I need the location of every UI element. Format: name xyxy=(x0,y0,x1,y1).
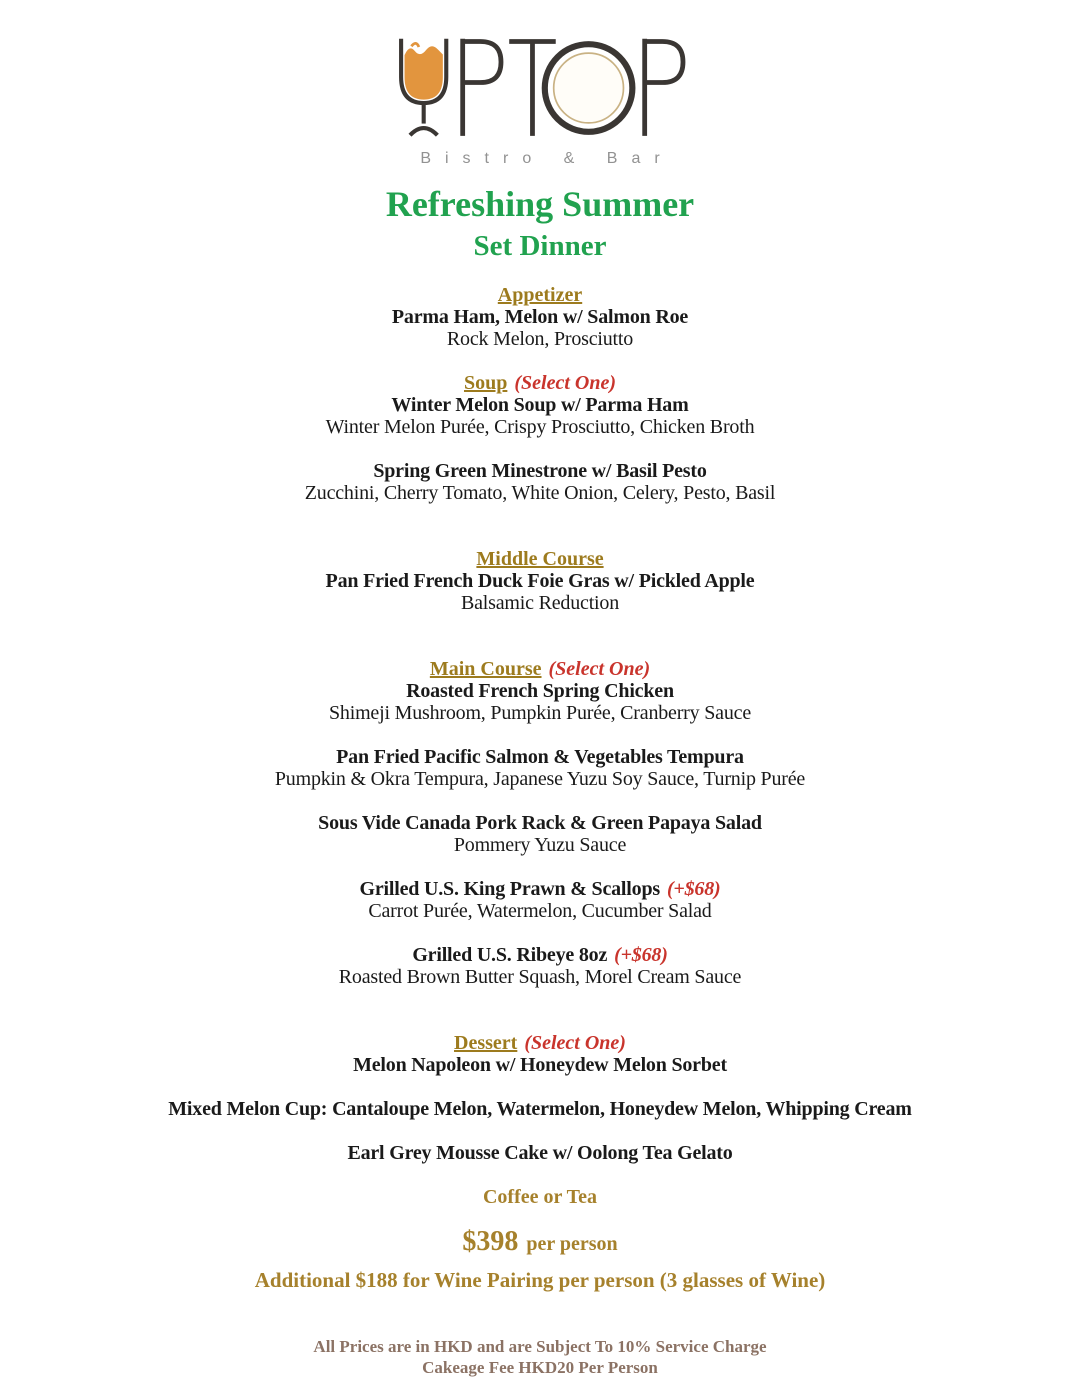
menu-item xyxy=(0,306,1080,350)
dish-description: Zucchini, Cherry Tomato, White Onion, Celery, Pesto, Basil xyxy=(304,482,776,504)
uptop-logo-icon xyxy=(391,36,689,140)
section-soup xyxy=(0,372,1080,504)
footer-line-2: Cakeage Fee HKD20 Per Person xyxy=(422,1358,658,1377)
menu-item xyxy=(0,878,1080,922)
menu-item xyxy=(0,394,1080,438)
section-title: Appetizer xyxy=(497,284,583,306)
dish-name: Spring Green Minestrone w/ Basil Pesto xyxy=(373,460,707,482)
section-title: Middle Course xyxy=(476,548,604,570)
footer-notes xyxy=(0,1336,1080,1378)
plate-icon xyxy=(545,44,633,132)
menu-item xyxy=(0,812,1080,856)
section-header xyxy=(0,658,1080,680)
menu-subtitle: Set Dinner xyxy=(473,230,607,262)
dish-name: Parma Ham, Melon w/ Salmon Roe xyxy=(391,306,689,328)
dish-name xyxy=(0,878,1080,900)
dish-description: Pommery Yuzu Sauce xyxy=(453,834,627,856)
logo-tagline: Bistro & Bar xyxy=(420,150,674,167)
menu-item xyxy=(0,1054,1080,1076)
section-appetizer xyxy=(0,284,1080,350)
select-one-note: (Select One) xyxy=(514,372,616,394)
surcharge-note: (+$68) xyxy=(614,944,668,966)
section-middle-course xyxy=(0,548,1080,614)
letter-p xyxy=(463,39,501,136)
dish-description: Balsamic Reduction xyxy=(460,592,620,614)
dish-description: Winter Melon Purée, Crispy Prosciutto, Chicken Broth xyxy=(325,416,755,438)
dish-description: Shimeji Mushroom, Pumpkin Purée, Cranberry Sauce xyxy=(328,702,751,724)
beverage-line: Coffee or Tea xyxy=(482,1186,598,1208)
price-line xyxy=(0,1226,1080,1262)
price-suffix: per person xyxy=(526,1233,618,1255)
dish-name-text: Grilled U.S. Ribeye 8oz xyxy=(412,944,608,966)
dish-name: Pan Fried French Duck Foie Gras w/ Pickled Apple xyxy=(325,570,755,592)
section-title: Soup xyxy=(463,372,508,394)
section-title: Dessert xyxy=(454,1032,518,1054)
section-title: Main Course xyxy=(429,658,542,680)
menu-item xyxy=(0,680,1080,724)
dish-name: Roasted French Spring Chicken xyxy=(406,680,674,702)
select-one-note: (Select One) xyxy=(524,1032,626,1054)
section-header xyxy=(0,548,1080,570)
dish-description: Roasted Brown Butter Squash, Morel Cream Sauce xyxy=(338,966,742,988)
section-main-course xyxy=(0,658,1080,988)
menu-item xyxy=(0,944,1080,988)
restaurant-logo xyxy=(0,36,1080,168)
dish-name: Pan Fried Pacific Salmon & Vegetables Tempura xyxy=(336,746,744,768)
menu-item xyxy=(0,746,1080,790)
dish-name: Mixed Melon Cup: Cantaloupe Melon, Watermelon, Honeydew Melon, Whipping Cream xyxy=(168,1098,912,1120)
wine-pairing-line: Additional $188 for Wine Pairing per person (3 glasses of Wine) xyxy=(254,1268,826,1292)
price-amount: $398 xyxy=(462,1226,519,1257)
surcharge-note: (+$68) xyxy=(666,878,721,900)
dish-name-text: Grilled U.S. King Prawn & Scallops xyxy=(359,878,660,900)
dish-name: Winter Melon Soup w/ Parma Ham xyxy=(391,394,689,416)
section-header xyxy=(0,284,1080,306)
menu-item xyxy=(0,460,1080,504)
section-header xyxy=(0,1032,1080,1054)
dish-name: Melon Napoleon w/ Honeydew Melon Sorbet xyxy=(353,1054,727,1076)
dish-name: Sous Vide Canada Pork Rack & Green Papaya Salad xyxy=(318,812,762,834)
section-header xyxy=(0,372,1080,394)
menu-title: Refreshing Summer xyxy=(385,184,695,224)
select-one-note: (Select One) xyxy=(548,658,651,680)
menu-item xyxy=(0,1098,1080,1120)
wine-glass-icon xyxy=(401,39,446,135)
dish-name: Earl Grey Mousse Cake w/ Oolong Tea Gelato xyxy=(347,1142,733,1164)
dish-name xyxy=(0,944,1080,966)
dish-description: Carrot Purée, Watermelon, Cucumber Salad xyxy=(368,900,712,922)
dish-description: Pumpkin & Okra Tempura, Japanese Yuzu Soy Sauce, Turnip Purée xyxy=(274,768,806,790)
letter-p2 xyxy=(645,39,683,136)
menu-item xyxy=(0,570,1080,614)
menu-item xyxy=(0,1142,1080,1164)
section-dessert xyxy=(0,1032,1080,1164)
dish-description: Rock Melon, Prosciutto xyxy=(446,328,634,350)
footer-line-1: All Prices are in HKD and are Subject To 10% Service Charge xyxy=(313,1337,767,1356)
